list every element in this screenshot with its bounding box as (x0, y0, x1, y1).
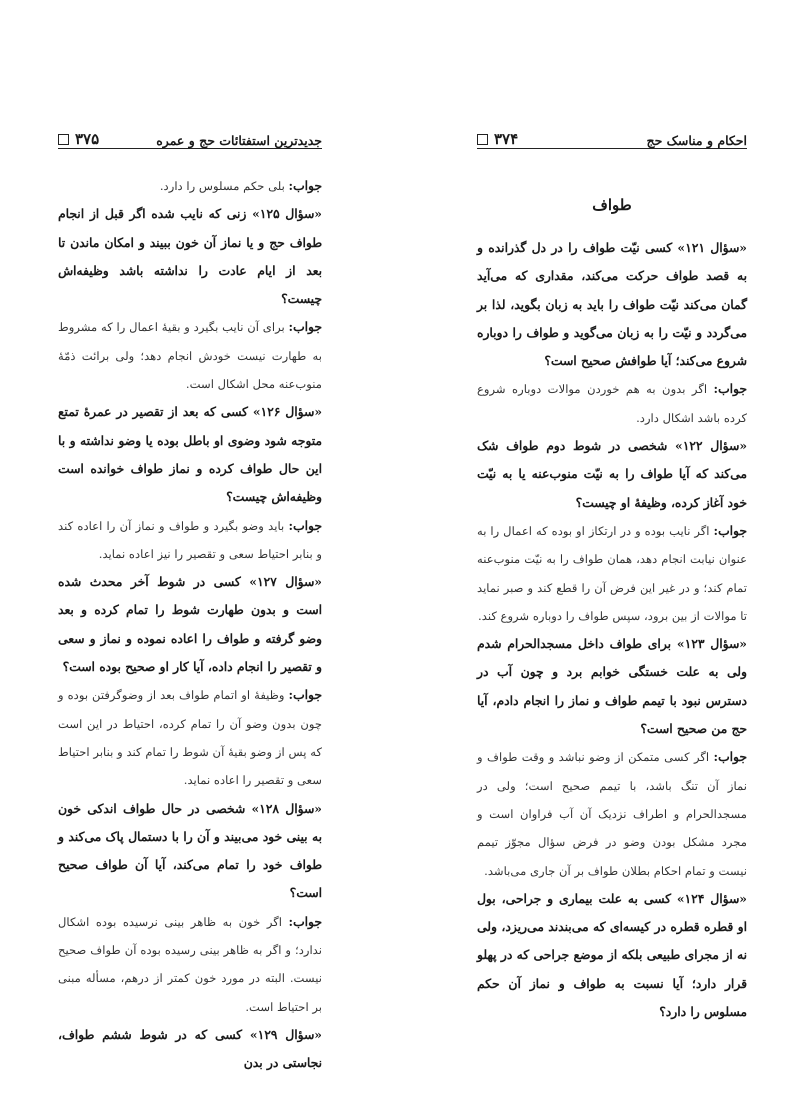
question-paragraph: «سؤال ۱۲۷» کسی در شوط آخر محدث شده است و بدون طهارت شوط را تمام کرده و بعد وضو گرفته و طواف را اعاده نموده و نماز و سعی و تقصیر را انجام داده، آیا کار او صحیح بوده است؟ (58, 574, 322, 675)
question-paragraph: «سؤال ۱۲۸» شخصی در حال طواف اندکی خون به بینی خود می‌بیند و آن را با دستمال پاک می‌کند و طواف خود را تمام می‌کند، آیا آن طواف صحیح است؟ (58, 800, 322, 901)
question-paragraph: «سؤال ۱۲۲» شخصی در شوط دوم طواف شک می‌کند که آیا طواف را به نیّت منوب‌عنه یا به نیّت خود آغاز کرده، وظیفهٔ او چیست؟ (477, 438, 748, 510)
answer-paragraph: جواب: اگر بدون به هم خوردن موالات دوباره شروع کرده باشد اشکال دارد. (477, 381, 747, 425)
question-paragraph: «سؤال ۱۲۳» برای طواف داخل مسجدالحرام شدم ولی به علت خستگی خوابم برد و چون آب در دسترس نبود با تیمم طواف و نماز را انجام دادم، آیا حج من صحیح است؟ (477, 636, 747, 737)
answer-paragraph: جواب: برای آن نایب بگیرد و بقیهٔ اعمال را که مشروط به طهارت نیست خودش انجام دهد؛ ولی برائت ذمّهٔ منوب‌عنه محل اشکال است. (58, 319, 322, 392)
square-bullet-icon (58, 134, 69, 145)
question-paragraph: «سؤال ۱۲۵» زنی که نایب شده اگر قبل از انجام طواف حج و یا نماز آن خون ببیند و امکان ماندن تا بعد از ایام عادت را نداشته باشد وظیفه‌اش چیست؟ (58, 206, 322, 307)
question-paragraph: «سؤال ۱۲۱» کسی نیّت طواف را در دل گذرانده و به قصد طواف حرکت می‌کند، مقداری که می‌آید گمان می‌کند نیّت طواف را باید به زبان بگوید، لذا بر می‌گردد و نیّت را به زبان می‌گوید و طواف را دوباره شروع می‌کند؛ آیا طوافش صحیح است؟ (477, 240, 747, 369)
page-number-group (477, 130, 518, 148)
question-paragraph: «سؤال ۱۲۶» کسی که بعد از تقصیر در عمرهٔ تمتع متوجه شود وضوی او باطل بوده یا وضو نداشته و با این حال طواف کرده و نماز طواف خوانده است وظیفه‌اش چیست؟ (58, 404, 323, 505)
page-body (58, 172, 322, 1078)
answer-paragraph: جواب: باید وضو بگیرد و طواف و نماز آن را اعاده کند و بنابر احتیاط سعی و تقصیر را نیز اعاده نماید. (58, 517, 322, 561)
running-header (477, 120, 747, 149)
right-page (400, 0, 800, 1100)
answer-paragraph: جواب: اگر خون به ظاهر بینی نرسیده بوده اشکال ندارد؛ و اگر به ظاهر بینی رسیده بوده آن طواف صحیح نیست. البته در مورد خون کمتر از درهم، مسأله مبنی بر احتیاط است. (58, 913, 322, 1014)
section-title: طواف (592, 196, 632, 214)
answer-paragraph: جواب: وظیفهٔ او اتمام طواف بعد از وضوگرفتن بوده و چون بدون وضو آن را تمام کرده، احتیاط در این است که پس از وضو بقیهٔ آن شوط را تمام کند و بنابر احتیاط سعی و تقصیر را اعاده نماید. (58, 687, 322, 788)
page-number-group (58, 130, 99, 148)
question-paragraph: «سؤال ۱۲۴» کسی به علت بیماری و جراحی، بول او قطره قطره در کیسه‌ای که می‌بندند می‌ریزد، ولی نه از مجرای طبیعی بلکه از موضع جراحی که در پهلو قرار دارد؛ آیا نسبت به طواف و نماز آن حکم مسلوس را دارد؟ (477, 890, 747, 1020)
answer-paragraph: جواب: اگر نایب بوده و در ارتکاز او بوده که اعمال را به عنوان نیابت انجام دهد، همان طواف را به نیّت منوب‌عنه تمام کند؛ و در غیر این فرض آن را قطع کند و صبر نماید تا موالات از بین برود، سپس طواف را دوباره شروع کند. (477, 522, 747, 623)
square-bullet-icon (477, 134, 488, 145)
page-number: ۳۷۵ (75, 130, 100, 148)
running-title: جدیدترین استفتائات حج و عمره (156, 133, 322, 148)
page-body (477, 190, 747, 1026)
running-title: احکام و مناسک حج (646, 133, 747, 148)
answer-paragraph: جواب: بلی حکم مسلوس را دارد. (159, 178, 322, 193)
answer-paragraph: جواب: اگر کسی متمکن از وضو نباشد و وقت طواف و نماز آن تنگ باشد، با تیمم صحیح است؛ ولی در مسجدالحرام و اطراف نزدیک آن آب فراوان است و مجرد مشکل بودن وضو در فرض سؤال مجوّز تیمم نیست و تمام احکام بطلان طواف بر آن جاری می‌باشد. (477, 749, 747, 878)
page-number: ۳۷۴ (494, 130, 519, 148)
running-header (58, 120, 322, 149)
question-paragraph: «سؤال ۱۲۹» کسی که در شوط ششم طواف، نجاستی در بدن (58, 1026, 322, 1071)
